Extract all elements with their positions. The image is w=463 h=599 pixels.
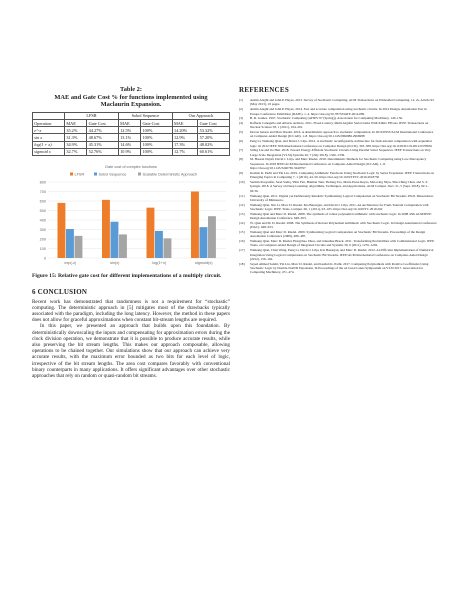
reference-number: [12] [239, 202, 245, 207]
reference-number: [13] [239, 211, 245, 216]
paragraph: In this paper, we presented an approach that builds upon this foundation. By deterministically downscaling the inputs and compensating for approximation errors during the clock division operation, we demonstrate that it is possible to produce accurate results, while also preserving the bit stream lengths. This makes our approach composable, allowing operations to be chained together. Our simulations show that our approach can achieve very accurate results, with the maximum error bounded as two bits for each level of logic, irrespective of the bit stream lengths. The area cost compares favorably with conventional binary counterparts in many applications. It offers significant advantages over other stochastic approaches that rely on random or quasi-random bit streams. [32, 323, 230, 379]
section-heading: 6 CONCLUSION [32, 287, 88, 296]
bar-scalable-deterministic-approach [119, 234, 127, 258]
reference-item [239, 239, 437, 248]
chart-bars [58, 191, 216, 258]
reference-text: B. R. Gaines. 1967. Stochastic Computing (AFIPS '67 (Spring)). Association for Computing Machinery, 149–156. [250, 116, 403, 121]
table-sub-header-row [33, 119, 230, 126]
table-header-cell: Operation [33, 119, 65, 126]
left-column [32, 86, 230, 379]
table-cell: 100% [141, 141, 173, 148]
table-cell: 44.27% [87, 127, 119, 134]
table-cell: 34.9% [65, 141, 87, 148]
reference-number: [16] [239, 239, 245, 244]
reference-text: Weikang Qian and Marc D. Riedel. 2008. The synthesis of robust polynomial arithmetic with stochastic logic. In 2008 45th ACM/IEEE Design Automation Conference. 648–653. [250, 211, 432, 221]
reference-item [239, 148, 437, 157]
table-header-cell: MAE [172, 119, 198, 126]
reference-item [239, 98, 437, 107]
results-table [32, 112, 230, 156]
paragraph: Recent work has demonstrated that randomness is not a requirement for “stochastic” computing. The deterministic approach in [5] mitigates most of the drawbacks typically associated with the paradigm, including the long latency. However, the method in these papers does not allow for graceful approximations when constant bit-stream lengths are required. [32, 298, 230, 324]
table-header-cell [33, 112, 65, 119]
bar-scalable-deterministic-approach [208, 216, 216, 258]
reference-text: Armin Alaghi and John P. Hayes. 2013. Survey of Stochastic Computing. ACM Transactions on Embedded Computing. 12, 2s, Article 92 (May 2013), 19 pages. [250, 98, 434, 107]
bar-lfsr [147, 208, 155, 258]
legend-label: Sobol Sequence [98, 172, 127, 177]
table-cell: 13.1% [118, 134, 140, 141]
table-cell: 48.02% [198, 141, 230, 148]
reference-number: [10] [239, 179, 245, 184]
table-cell: 12.9% [172, 134, 198, 141]
reference-text: Weikang Qian. 2011. Digital yet Deliberately Random: Synthesizing Logical Computation on Stochastic Bit Streams. Ph.D. Dissertation. University of Minnesota. [250, 193, 434, 202]
reference-item [239, 107, 437, 116]
reference-number: [18] [239, 261, 245, 266]
y-tick-label: 500 [39, 208, 46, 213]
reference-text: Seyed Ahmad Salehi, Yin Liu, Marc D. Riedel, and Keshab K. Parhi. 2017. Computing Polynomials with Positive Coefficients Using Stochastic Logic by Double-NAND Expansion. In Proceedings of the on Great Lakes Symposium on VLSI 2017. Association for Computing Machinery, 471–474. [250, 261, 429, 275]
table-cell: 100% [141, 127, 173, 134]
table-header-cell: Gate Cost [141, 119, 173, 126]
reference-text: Sermin Pouyanfar, Saad Sadiq, Yilin Yan, Haiman Tian, Yudong Tao, Maria Presa Reyes, Mei-Ling Shyu, Shu-Ching Chen, and S. S. Iyengar. 2018. A Survey on Deep Learning: Algorithms, Techniques, and Applications. ACM Comput. Surv. 51, 5 (Sept. 2018), 92:1–92:36. [250, 179, 429, 193]
table-header-cell: MAE [118, 119, 140, 126]
reference-text: W. Qian and M. D. Riedel. 2008. The Synthesis of Robust Polynomial Arithmetic with Stochastic Logic. In Design Automation Conference (DAC). 648–653. [250, 220, 437, 230]
table-cell: 52.76% [87, 148, 119, 155]
reference-item [239, 180, 437, 193]
x-tick-label: log(1+x) [152, 260, 167, 265]
y-tick-label: 800 [39, 180, 46, 185]
references-heading: REFERENCES [239, 86, 290, 94]
reference-text: Raffaele Canegallo and Alberto Ardizzo. 2011. Fixed-Latency, Multi-Gigabit Serial Links With Xilinx FPGAs. IEEE Transactions on Nuclear Science 58, 1 (2011), 194–201. [250, 120, 429, 130]
reference-number: [17] [239, 248, 245, 253]
table-number: Table 2: [120, 86, 142, 93]
y-tick-label: 300 [39, 227, 46, 232]
table-cell: 31.3% [65, 134, 87, 141]
chart-svg [32, 162, 230, 270]
table-cell: 53.32% [198, 127, 230, 134]
table-cell: sin x [33, 134, 65, 141]
chart-axis-labels [64, 261, 213, 265]
reference-item [239, 171, 437, 180]
reference-number: [4] [239, 120, 243, 125]
y-tick-label: 100 [39, 246, 46, 251]
y-tick-label: 600 [39, 199, 46, 204]
reference-number: [9] [239, 170, 243, 175]
reference-item [239, 194, 437, 203]
reference-number: [1] [239, 98, 243, 102]
reference-text: Devon Jenson and Marc Riedel. 2016. A deterministic approach to stochastic computation. In 2016 IEEE/ACM International Conference on Computer-Aided Design (ICCAD). 1–8. https://doi.org/10.1145/2966986.2966988 [250, 130, 434, 139]
table-cell: e^-x [33, 127, 65, 134]
reference-text: Weikang Qian, Chen Wang, Peng Li, David J. Lilja, Kia Bazargan, and Marc D. Riedel. 2012. An Efficient Implementation of Numerical Integration Using Logical Computation on Stochastic Bit Streams. IEEE/ACM International Conference on Computer-Aided Design (2012), 156–162. [250, 248, 434, 261]
table-cell: 12.5% [118, 127, 140, 134]
table-title-line: MAE and Gate Cost % for functions implemented using [54, 93, 208, 101]
bar-sobol-sequence [111, 222, 119, 258]
reference-text: Weikang Qian, Xin Li, Marc D. Riedel, Kia Bazargan, and David J. Lilja. 2011. An Architecture for Fault-Tolerant Computation with Stochastic Logic. IEEE Trans. Comput. 60, 1 (2011), 93–105. https://doi.org/10.1109/TC.2010.202 [250, 202, 429, 212]
table-cell: 57.20% [198, 134, 230, 141]
table-title-line: Maclaurin Expansion. [100, 101, 162, 109]
table-row [33, 141, 230, 148]
reference-item [239, 212, 437, 221]
legend-label: Scalable Deterministic Approach [142, 172, 198, 177]
table-header-cell: LFSR [65, 112, 119, 119]
reference-text: M. Hassan Najafi, David J. Lilja, and Marc Riedel. 2018. Deterministic Methods for Stochastic Computing using Low-Discrepancy Sequences. In 2018 IEEE/ACM International Conference on Computer-Aided Design (ICCAD). 1–8. https://doi.org/10.1145/3240765.3240797 [250, 157, 427, 171]
table-row [33, 127, 230, 134]
reference-item [239, 221, 437, 230]
table-cell: 100% [141, 148, 173, 155]
reference-number: [7] [239, 148, 243, 153]
bar-sobol-sequence [155, 231, 163, 258]
legend-swatch [70, 172, 73, 175]
reference-text: Weikang Qian, Marc D. Riedel, Hongchao Zhou, and Jehoshua Bruck. 2011. Transforming Probabilities with Combinational Logic. IEEE Trans. on Computer-Aided Design of Integrated Circuits and Systems 30, 9 (2011), 1279–1292. [250, 239, 435, 248]
reference-text: Siting Liu and Jie Han. 2018. Toward Energy-Efficient Stochastic Circuits Using Parallel Sobol Sequences. IEEE Transactions on Very Large Scale Integration (VLSI) Systems 26, 7 (July 2018), 1326–1339. [250, 148, 431, 157]
x-tick-label: sigmoid(x) [194, 260, 213, 265]
reference-text: Peng Li, Weikang Qian, and David J. Lilja. 2012. A stochastic reconfigurable architecture for fault-tolerant computation with sequential logic. In 2012 IEEE 30th International Conference on Computer Design (ICCD). 303–308. https://doi.org/10.1109/ICCD.2012.6378656 [250, 139, 432, 148]
bar-lfsr [191, 191, 199, 258]
reference-item [239, 248, 437, 261]
reference-item [239, 230, 437, 239]
table-group-header-row [33, 112, 230, 119]
table-header-cell: MAE [65, 119, 87, 126]
reference-item [239, 157, 437, 170]
chart-title: Gate cost of complex functions [105, 164, 157, 169]
bar-lfsr [102, 200, 110, 258]
bar-scalable-deterministic-approach [164, 238, 172, 258]
x-tick-label: exp(-x) [64, 260, 77, 265]
table-cell: 17.3% [172, 141, 198, 148]
table-header-cell: Gate Cost [87, 119, 119, 126]
table-cell: 12.7% [172, 148, 198, 155]
table-header-cell: Our Approach [172, 112, 229, 119]
reference-item [239, 121, 437, 130]
reference-item [239, 203, 437, 212]
table-cell: 10.9% [118, 148, 140, 155]
table-cell: 14.20% [172, 127, 198, 134]
legend-swatch [94, 172, 97, 175]
legend-label: LFSR [74, 172, 85, 177]
table-cell: 48.67% [87, 134, 119, 141]
y-tick-label: 200 [39, 237, 46, 242]
bar-scalable-deterministic-approach [75, 236, 83, 258]
x-tick-label: sin(x) [110, 260, 120, 265]
table-cell: 32.7% [65, 148, 87, 155]
figure-caption: Figure 15: Relative gate cost for different implementations of a multiply circuit. [32, 272, 222, 279]
bar-sobol-sequence [66, 229, 74, 258]
y-tick-label: 400 [39, 218, 46, 223]
bar-chart [32, 162, 230, 270]
reference-number: [3] [239, 116, 243, 121]
table-cell: log(1 + x) [33, 141, 65, 148]
table-cell: 45.31% [87, 141, 119, 148]
table-caption [32, 86, 230, 109]
table-cell: 35.2% [65, 127, 87, 134]
y-tick-label: 0 [43, 256, 46, 261]
table-row [33, 148, 230, 155]
table-cell: 14.6% [118, 141, 140, 148]
reference-number: [15] [239, 229, 245, 234]
reference-number: [2] [239, 107, 243, 112]
table-header-cell: Gate Cost [198, 119, 230, 126]
bar-sobol-sequence [200, 227, 208, 258]
reference-number: [5] [239, 130, 243, 135]
reference-item [239, 130, 437, 139]
reference-text: Keshab K. Parhi and Yin Liu. 2019. Computing Arithmetic Functions Using Stochastic Logic by Series Expansion. IEEE Transactions on Emerging Topics in Computing 7, 1 (2019), 44–59. https://doi.org/10.1109/TETC.2016.2618750 [250, 170, 434, 180]
bar-lfsr [58, 203, 66, 258]
table-cell: 100% [141, 134, 173, 141]
reference-number: [6] [239, 139, 243, 144]
reference-list [239, 98, 437, 275]
reference-number: [14] [239, 220, 245, 225]
reference-number: [8] [239, 157, 243, 162]
table-row [33, 134, 230, 141]
reference-text: Armin Alaghi and John P. Hayes. 2014. Fast and accurate computation using stochastic circuits. In 2014 Design, Automation Test in Europe Conference Exhibition (DATE). 1–4. https://doi.org/10.7873/DATE.2014.089 [250, 107, 427, 116]
reference-item [239, 262, 437, 275]
right-column [239, 86, 437, 275]
reference-number: [11] [239, 193, 245, 198]
legend-swatch [138, 172, 141, 175]
table-cell: sigmoid x [33, 148, 65, 155]
reference-text: Weikang Qian and Marc D. Riedel. 2009. Synthesizing Logical Computation on Stochastic Bit Streams. Proceedings of the Design Automation Conference (2009), 480–487. [250, 229, 426, 239]
y-tick-label: 700 [39, 189, 46, 194]
table-cell: 60.61% [198, 148, 230, 155]
chart-legend [70, 172, 197, 176]
table-header-cell: Sobol Sequence [118, 112, 172, 119]
reference-item [239, 139, 437, 148]
